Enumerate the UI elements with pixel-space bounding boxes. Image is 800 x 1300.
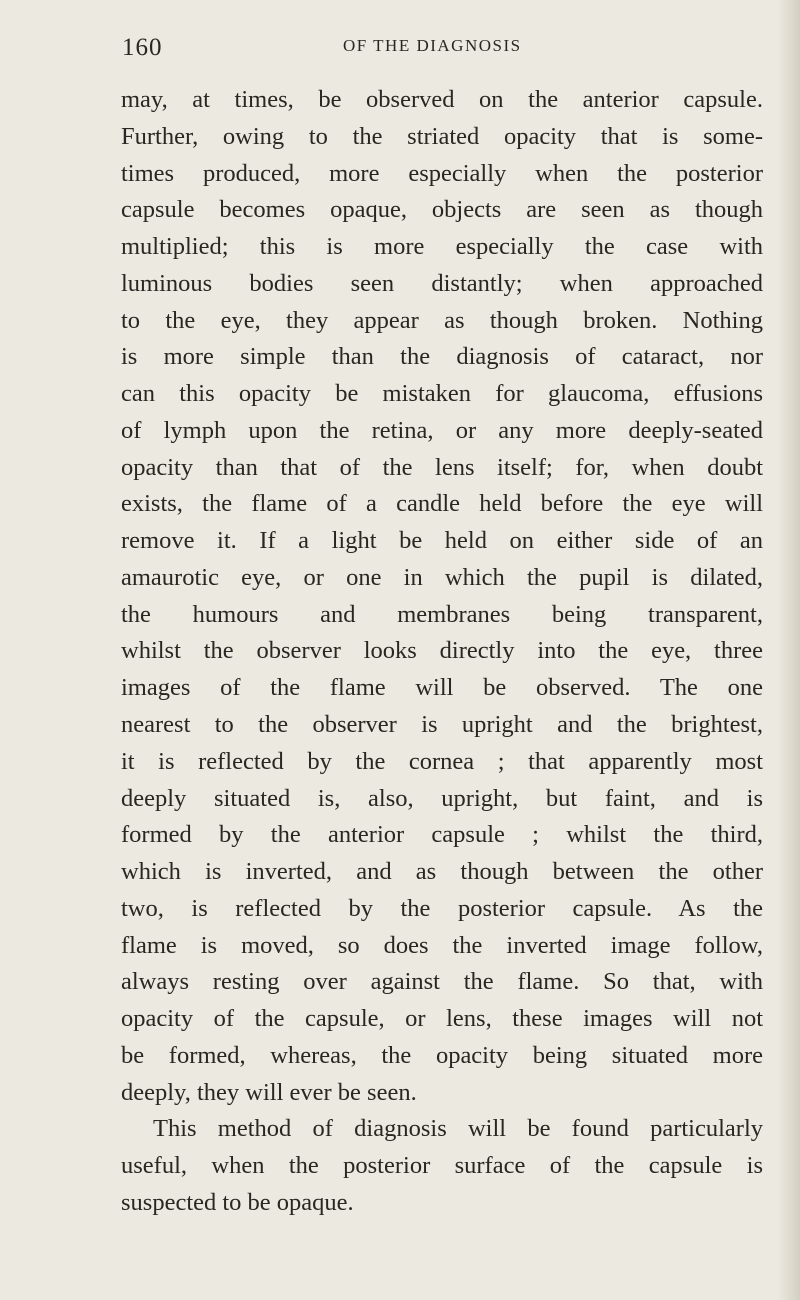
text-line: capsule becomes opaque, objects are seen as though [121, 196, 763, 224]
text-line: luminous bodies seen distantly; when approached [121, 269, 763, 297]
running-title: OF THE DIAGNOSIS [343, 36, 522, 55]
text-line: useful, when the posterior surface of the capsule is [121, 1152, 763, 1180]
text-line: flame is moved, so does the inverted image follow, [121, 931, 763, 959]
text-line: be formed, whereas, the opacity being situated more [121, 1041, 763, 1069]
text-line: may, at times, be observed on the anterior capsule. [121, 86, 763, 113]
text-line: opacity of the capsule, or lens, these images will not [121, 1005, 763, 1033]
text-line: suspected to be opaque. [121, 1188, 354, 1216]
text-line: can this opacity be mistaken for glaucoma, effusions [121, 380, 763, 408]
running-head [118, 22, 758, 62]
text-line: nearest to the observer is upright and the brightest, [121, 711, 763, 739]
text-line: deeply, they will ever be seen. [121, 1078, 417, 1106]
text-line: of lymph upon the retina, or any more deeply-seated [121, 416, 763, 444]
body-text [121, 82, 797, 1222]
text-line: This method of diagnosis will be found particularly [153, 1115, 763, 1143]
text-line: times produced, more especially when the posterior [121, 159, 763, 187]
page-number: 160 [122, 34, 163, 61]
text-line: to the eye, they appear as though broken. Nothing [121, 306, 763, 334]
text-line: deeply situated is, also, upright, but faint, and is [121, 784, 763, 812]
text-line: it is reflected by the cornea ; that apparently most [121, 747, 763, 775]
text-line: the humours and membranes being transparent, [121, 600, 763, 628]
text-line: two, is reflected by the posterior capsule. As the [121, 894, 763, 922]
text-line: always resting over against the flame. So that, with [121, 968, 763, 996]
text-line: is more simple than the diagnosis of cataract, nor [121, 343, 763, 371]
text-line: exists, the flame of a candle held before the eye will [121, 490, 763, 518]
text-line: amaurotic eye, or one in which the pupil is dilated, [121, 563, 763, 591]
text-line: which is inverted, and as though between the other [121, 858, 763, 886]
text-line: remove it. If a light be held on either side of an [121, 527, 763, 555]
text-line: formed by the anterior capsule ; whilst the third, [121, 821, 763, 849]
text-line: images of the flame will be observed. The one [121, 674, 763, 702]
text-line: multiplied; this is more especially the case with [121, 233, 763, 261]
text-line: Further, owing to the striated opacity that is some- [121, 122, 763, 150]
text-line: opacity than that of the lens itself; for, when doubt [121, 453, 763, 481]
text-line: whilst the observer looks directly into the eye, three [121, 637, 763, 665]
